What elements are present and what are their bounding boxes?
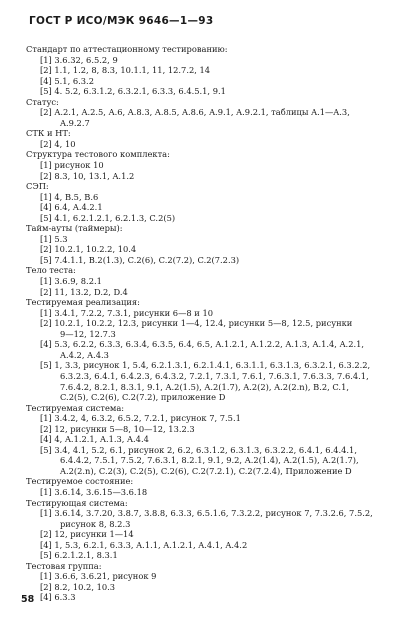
index-reference: [5] 1, 3.3, рисунок 1, 5.4, 6.2.1.3.1, 6.2.1.4.1, 6.3.1.1, 6.3.1.3, 6.3.2.1, 6.3.2.2, bbox=[40, 360, 371, 371]
index-reference: [1] рисунок 10 bbox=[40, 160, 104, 171]
index-reference: [4] 5.3, 6.2.2, 6.3.3, 6.3.4, 6.3.5, 6.4, 6.5, A.1.2.1, A.1.2.2, A.1.3, A.1.4, A.2.1, bbox=[40, 339, 365, 350]
index-reference: [1] 3.4.2, 4, 6.3.2, 6.5.2, 7.2.1, рисунок 7, 7.5.1 bbox=[40, 413, 241, 424]
index-reference: [2] 8.3, 10, 13.1, A.1.2 bbox=[40, 170, 135, 181]
index-reference: [1] 3.6.6, 3.6.21, рисунок 9 bbox=[40, 571, 157, 582]
index-reference: [1] 3.4.1, 7.2.2, 7.3.1, рисунки 6—8 и 10 bbox=[40, 307, 214, 318]
index-reference: [2] 12, рисунки 5—8, 10—12, 13.2.3 bbox=[40, 423, 195, 434]
index-reference-continuation: 7.6.4.2, 8.2.1, 8.3.1, 9.1, A.2(1.5), A.2(1.7), A.2(2), A.2(2.n), B.2, C.1, bbox=[60, 381, 349, 392]
page-number: 58 bbox=[21, 594, 35, 605]
index-term: Тестируемая система: bbox=[26, 402, 125, 413]
index-reference: [2] 10.2.1, 10.2.2, 10.4 bbox=[40, 244, 137, 255]
index-reference: [4] 5.1, 6.3.2 bbox=[40, 75, 94, 86]
index-term: Тестируемое состояние: bbox=[26, 476, 134, 487]
index-reference: [5] 4.1, 6.2.1.2.1, 6.2.1.3, C.2(5) bbox=[40, 212, 176, 223]
index-reference: [2] 8.2, 10.2, 10.3 bbox=[40, 581, 116, 592]
index-reference-continuation: C.2(5), C.2(6), C.2(7.2), приложение D bbox=[60, 392, 226, 403]
index-term: Тестируемая реализация: bbox=[26, 297, 140, 308]
index-body bbox=[26, 44, 398, 603]
index-reference: [2] 4, 10 bbox=[40, 138, 76, 149]
index-term: Статус: bbox=[26, 96, 59, 107]
index-reference: [5] 4. 5.2, 6.3.1.2, 6.3.2.1, 6.3.3, 6.4.5.1, 9.1 bbox=[40, 86, 226, 97]
index-reference: [4] 6.4, A.4.2.1 bbox=[40, 202, 103, 213]
index-reference: [2] A.2.1, A.2.5, A.6, A.8.3, A.8.5, A.8.6, A.9.1, A.9.2.1, таблицы A.1—A.3, bbox=[40, 107, 350, 118]
index-reference-continuation: A.4.2, A.4.3 bbox=[60, 349, 109, 360]
index-term: Структура тестового комплекта: bbox=[26, 149, 170, 160]
index-reference-continuation: рисунок 8, 8.2.3 bbox=[60, 518, 131, 529]
index-reference: [2] 10.2.1, 10.2.2, 12.3, рисунки 1—4, 12.4, рисунки 5—8, 12.5, рисунки bbox=[40, 318, 353, 329]
index-reference-continuation: 6.3.2.3, 6.4.1, 6.4.2.3, 6.4.3.2, 7.2.1, 7.3.1, 7.6.1, 7.6.3.1, 7.6.3.3, 7.6.4.1, bbox=[60, 370, 369, 381]
index-term: СЭП: bbox=[26, 181, 49, 192]
running-header: ГОСТ Р ИСО/МЭК 9646—1—93 bbox=[29, 15, 214, 27]
index-reference: [5] 6.2.1.2.1, 8.3.1 bbox=[40, 550, 118, 561]
index-term: Стандарт по аттестационному тестированию: bbox=[26, 44, 228, 54]
index-reference-continuation: A.2(2.n), C.2(3), C.2(5), C.2(6), C.2(7.2.1), C.2(7.2.4), Приложение D bbox=[60, 465, 352, 476]
index-reference: [1] 3.6.14, 3.6.15—3.6.18 bbox=[40, 486, 148, 497]
index-term: Тело теста: bbox=[26, 265, 76, 276]
index-term: Тестовая группа: bbox=[26, 560, 102, 571]
index-reference: [1] 5.3 bbox=[40, 233, 68, 244]
index-term: Тайм-ауты (таймеры): bbox=[26, 223, 123, 234]
index-reference: [1] 4, B.5, B.6 bbox=[40, 191, 99, 202]
index-reference: [1] 3.6.32, 6.5.2, 9 bbox=[40, 54, 118, 65]
index-reference-continuation: A.9.2.7 bbox=[60, 117, 90, 128]
index-reference: [1] 3.6.9, 8.2.1 bbox=[40, 276, 102, 287]
index-reference: [5] 3.4, 4.1, 5.2, 6.1, рисунок 2, 6.2, 6.3.1.2, 6.3.1.3, 6.3.2.2, 6.4.1, 6.4.4.1, bbox=[40, 444, 357, 455]
index-reference: [5] 7.4.1.1, B.2(1.3), C.2(6), C.2(7.2), C.2(7.2.3) bbox=[40, 254, 240, 265]
index-term: СТК и НТ: bbox=[26, 128, 71, 139]
index-reference: [4] 4, A.1.2.1, A.1.3, A.4.4 bbox=[40, 434, 149, 445]
index-reference: [1] 3.6.14, 3.7.20, 3.8.7, 3.8.8, 6.3.3, 6.5.1.6, 7.3.2.2, рисунок 7, 7.3.2.6, 7.5.2, bbox=[40, 508, 373, 519]
index-reference: [2] 12, рисунки 1—14 bbox=[40, 529, 134, 540]
index-reference-continuation: 6.4.4.2, 7.5.1, 7.5.2, 7.6.3.1, 8.2.1, 9.1, 9.2, A.2(1.4), A.2(1.5), A.2(1.7), bbox=[60, 455, 359, 466]
index-reference: [4] 6.3.3 bbox=[40, 592, 76, 603]
index-reference-continuation: 9—12, 12.7.3 bbox=[60, 328, 116, 339]
index-reference: [2] 11, 13.2, D.2, D.4 bbox=[40, 286, 128, 297]
index-reference: [2] 1.1, 1.2, 8, 8.3, 10.1.1, 11, 12.7.2, 14 bbox=[40, 65, 211, 76]
index-term: Тестирующая система: bbox=[26, 497, 128, 508]
index-reference: [4] 1, 5.3, 6.2.1, 6.3.3, A.1.1, A.1.2.1, A.4.1, A.4.2 bbox=[40, 539, 248, 550]
